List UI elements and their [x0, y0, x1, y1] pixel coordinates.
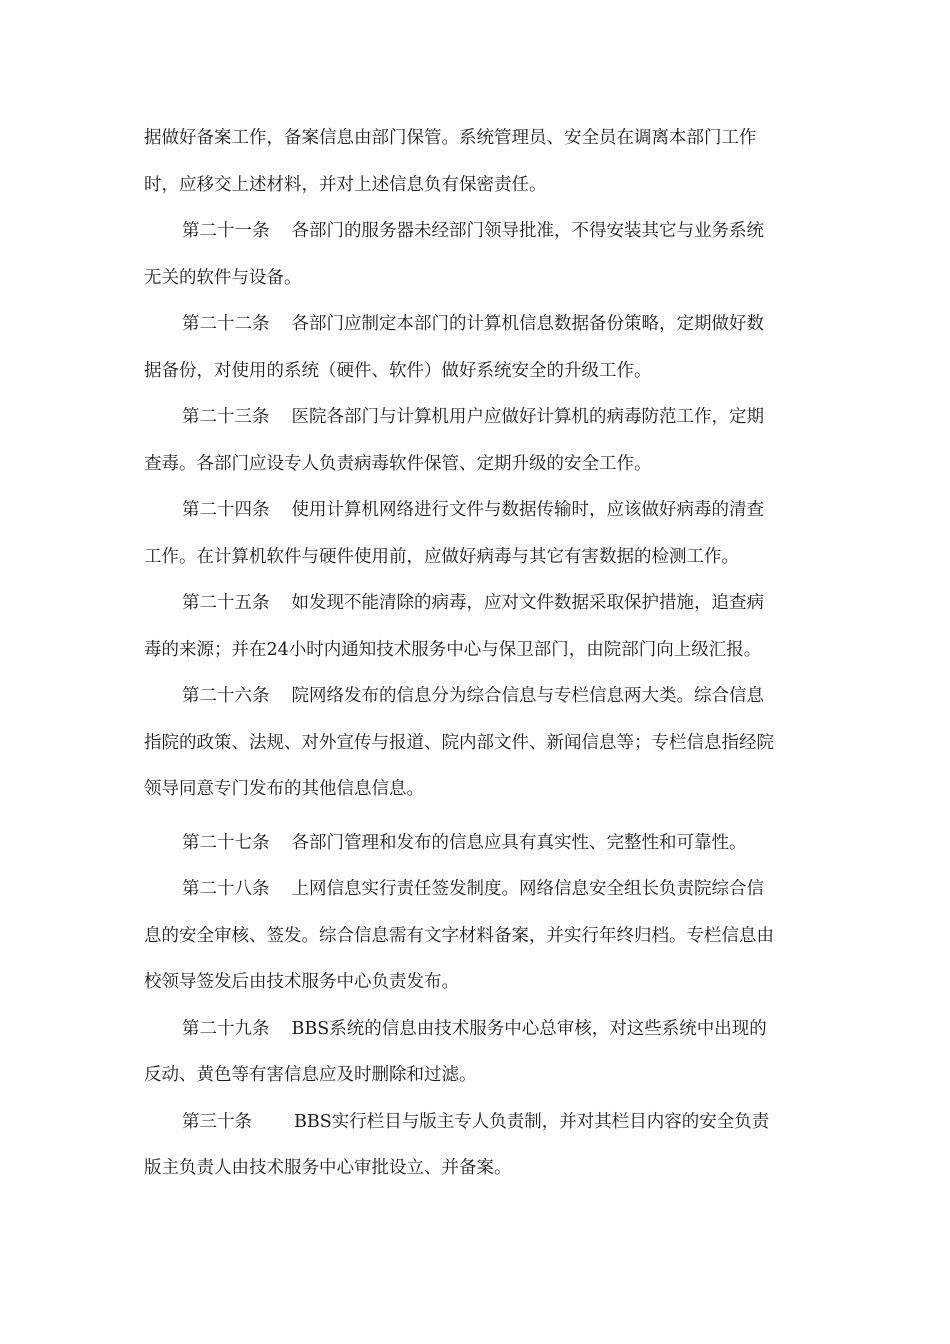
- line-text: 医院各部门与计算机用户应做好计算机的病毒防范工作，定期: [291, 407, 764, 427]
- article-21-line: [182, 216, 814, 246]
- line-text: 校领导签发后由技术服务中心负责发布。: [144, 972, 459, 992]
- article-26-line: [182, 681, 814, 711]
- line-text: 工作。在计算机软件与硬件使用前，应做好病毒与其它有害数据的检测工作。: [144, 547, 739, 567]
- line-text: 查毒。各部门应设专人负责病毒软件保管、定期升级的安全工作。: [144, 454, 652, 474]
- line-text: 院网络发布的信息分为综合信息与专栏信息两大类。综合信息: [291, 686, 764, 706]
- line-text: 如发现不能清除的病毒，应对文件数据采取保护措施，追查病: [291, 593, 764, 613]
- article-number: 第二十三条: [182, 407, 270, 427]
- article-24-line: [182, 495, 814, 525]
- line-text: 领导同意专门发布的其他信息信息。: [144, 779, 424, 799]
- line-text: 据做好备案工作，备案信息由部门保管。系统管理员、安全员在调离本部门工作: [144, 128, 757, 148]
- line-text: 反动、黄色等有害信息应及时删除和过滤。: [144, 1065, 477, 1085]
- line-text: 毒的来源；并在24小时内通知技术服务中心与保卫部门，由院部门向上级汇报。: [144, 640, 762, 660]
- article-number: 第二十六条: [182, 686, 270, 706]
- article-29-line: [182, 1014, 814, 1044]
- article-number: 第三十条: [182, 1112, 252, 1132]
- line-text: 指院的政策、法规、对外宣传与报道、院内部文件、新闻信息等；专栏信息指经院: [144, 733, 774, 753]
- line-text: 各部门的服务器未经部门领导批准，不得安装其它与业务系统: [291, 221, 764, 241]
- line-text: BBS实行栏目与版主专人负责制，并对其栏目内容的安全负责: [294, 1112, 770, 1132]
- paragraph-line: [144, 774, 814, 804]
- article-number: 第二十二条: [182, 314, 270, 334]
- paragraph-line: [144, 1060, 814, 1090]
- article-22-line: [182, 309, 814, 339]
- line-text: BBS系统的信息由技术服务中心总审核，对这些系统中出现的: [291, 1019, 767, 1039]
- paragraph-line: [144, 967, 814, 997]
- line-text: 上网信息实行责任签发制度。网络信息安全组长负责院综合信: [291, 879, 764, 899]
- paragraph-line: [144, 170, 814, 200]
- line-text: 息的安全审核、签发。综合信息需有文字材料备案，并实行年终归档。专栏信息由: [144, 926, 774, 946]
- article-28-line: [182, 874, 814, 904]
- article-25-line: [182, 588, 814, 618]
- line-text: 使用计算机网络进行文件与数据传输时，应该做好病毒的清查: [291, 500, 764, 520]
- paragraph-line: [144, 728, 814, 758]
- line-text: 时，应移交上述材料，并对上述信息负有保密责任。: [144, 175, 547, 195]
- article-number: 第二十四条: [182, 500, 270, 520]
- paragraph-line: [144, 635, 814, 665]
- line-text: 据备份，对使用的系统（硬件、软件）做好系统安全的升级工作。: [144, 361, 652, 381]
- paragraph-line: [144, 263, 814, 293]
- article-number: 第二十九条: [182, 1019, 270, 1039]
- article-30-line: [182, 1107, 814, 1137]
- line-text: 各部门应制定本部门的计算机信息数据备份策略，定期做好数: [291, 314, 764, 334]
- paragraph-line: [144, 542, 814, 572]
- paragraph-line: [144, 449, 814, 479]
- paragraph-line: [144, 1153, 814, 1183]
- paragraph-line: [144, 921, 814, 951]
- article-23-line: [182, 402, 814, 432]
- paragraph-line: [144, 356, 814, 386]
- article-27-line: [182, 828, 814, 858]
- article-number: 第二十八条: [182, 879, 270, 899]
- article-number: 第二十七条: [182, 833, 270, 853]
- line-text: 各部门管理和发布的信息应具有真实性、完整性和可靠性。: [291, 833, 747, 853]
- line-text: 版主负责人由技术服务中心审批设立、并备案。: [144, 1158, 512, 1178]
- article-number: 第二十五条: [182, 593, 270, 613]
- paragraph-line: [144, 123, 814, 153]
- line-text: 无关的软件与设备。: [144, 268, 302, 288]
- article-number: 第二十一条: [182, 221, 270, 241]
